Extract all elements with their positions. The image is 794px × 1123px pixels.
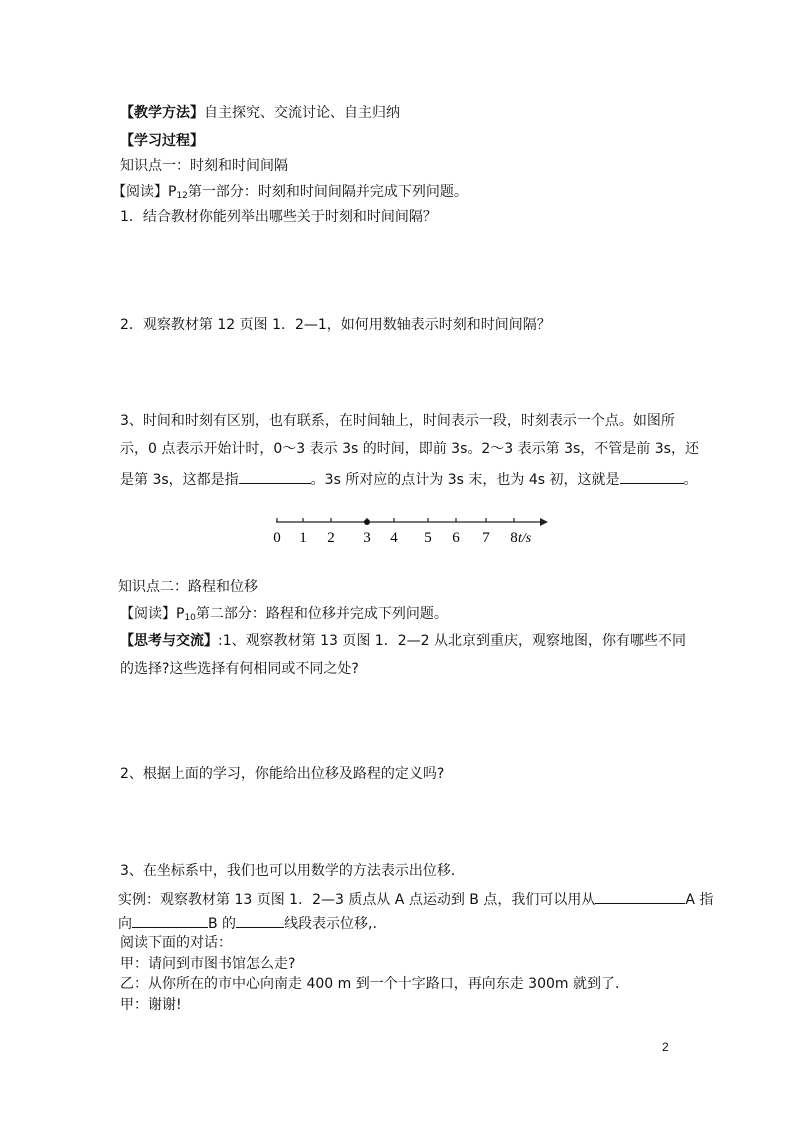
axis-tick-label-3: 3 (363, 530, 371, 546)
kp1-reading-page: 12 (176, 191, 188, 201)
kp1-reading (112, 183, 468, 205)
example-text-a: 实例：观察教材第 13 页图 1．2—3 质点从 A 点运动到 B 点，我们可以用从 (118, 892, 596, 908)
axis-tick-label-5: 5 (424, 530, 432, 546)
kp2-reading-text: 第二部分：路程和位移并完成下列问题。 (195, 606, 448, 622)
answer-blank-2[interactable] (620, 469, 684, 484)
kp1-q3-line-1: 3、时间和时刻有区别，也有联系，在时间轴上，时间表示一段，时刻表示一个点。如图所 (120, 413, 675, 429)
example-line-2 (118, 913, 377, 933)
kp1-reading-text: 第一部分：时刻和时间间隔并完成下列问题。 (187, 184, 468, 200)
dialog-yi: 乙：从你所在的市中心向南走 400 m 到一个十字路口，再向东走 300m 就到了． (120, 976, 629, 992)
axis-marked-point (364, 519, 370, 525)
axis-unit-label: t/s (518, 531, 532, 546)
kp2-think-head: 【思考与交流】 (120, 633, 218, 649)
kp2-reading (120, 605, 448, 627)
answer-blank-5[interactable] (236, 913, 284, 928)
axis-tick-label-7: 7 (482, 530, 490, 546)
example-text-e: 线段表示位移,. (284, 916, 377, 932)
kp2-reading-head: 【阅读】P (120, 606, 185, 622)
axis-tick-label-0: 0 (273, 530, 281, 546)
teaching-method-text: 自主探究、交流讨论、自主归纳 (204, 105, 400, 121)
axis-tick-label-8: 8 (510, 530, 518, 546)
answer-blank-1[interactable] (239, 469, 311, 484)
axis-tick-label-6: 6 (452, 530, 460, 546)
answer-blank-4[interactable] (132, 913, 208, 928)
kp2-think-line-2: 的选择?这些选择有何相同或不同之处? (120, 661, 359, 677)
dialog-jia-2: 甲：谢谢! (120, 997, 182, 1013)
axis-tick-label-4: 4 (390, 530, 398, 546)
answer-blank-3[interactable] (595, 889, 685, 904)
kp2-question-2: 2、根据上面的学习，你能给出位移及路程的定义吗? (120, 766, 445, 782)
page-number: 2 (662, 1040, 669, 1054)
kp1-title: 知识点一：时刻和时间间隔 (120, 158, 288, 174)
dialog-jia-1: 甲：请问到市图书馆怎么走? (120, 956, 296, 972)
example-text-b: A 指 (685, 892, 714, 908)
kp2-question-3: 3、在坐标系中，我们也可以用数学的方法表示出位移． (120, 863, 465, 879)
kp1-q3-text-a: 是第 3s，这都是指 (120, 472, 239, 488)
kp1-q3-line-3 (120, 469, 698, 489)
example-text-d: B 的 (208, 916, 237, 932)
time-axis (268, 512, 558, 548)
learning-process-head: 【学习过程】 (120, 133, 204, 149)
axis-tick-label-1: 1 (299, 530, 307, 546)
dialog-intro: 阅读下面的对话： (120, 935, 232, 951)
teaching-method-head: 【教学方法】 (120, 105, 204, 121)
kp1-reading-head: 【阅读】P (112, 184, 177, 200)
example-text-c: 向 (118, 916, 132, 932)
kp1-q3-line-2: 示，0 点表示开始计时，0～3 表示 3s 的时间，即前 3s。2～3 表示第 3s，不管是前 3s，还 (120, 441, 699, 457)
kp2-reading-page: 10 (184, 613, 196, 623)
axis-arrow (540, 518, 548, 526)
kp2-think-text: :1、观察教材第 13 页图 1．2—2 从北京到重庆，观察地图，你有哪些不同 (218, 633, 686, 649)
example-line-1 (118, 889, 713, 909)
kp1-q3-text-c: 。 (683, 472, 698, 488)
teaching-method (120, 104, 400, 122)
kp1-q3-text-b: 。3s 所对应的点计为 3s 末，也为 4s 初，这就是 (310, 472, 620, 488)
kp2-think-line-1 (120, 632, 686, 650)
kp1-question-2: 2．观察教材第 12 页图 1．2—1，如何用数轴表示时刻和时间间隔？ (120, 317, 551, 333)
kp2-title: 知识点二：路程和位移 (118, 579, 258, 595)
kp1-question-1: 1．结合教材你能列举出哪些关于时刻和时间间隔？ (120, 209, 437, 225)
axis-tick-label-2: 2 (327, 530, 335, 546)
